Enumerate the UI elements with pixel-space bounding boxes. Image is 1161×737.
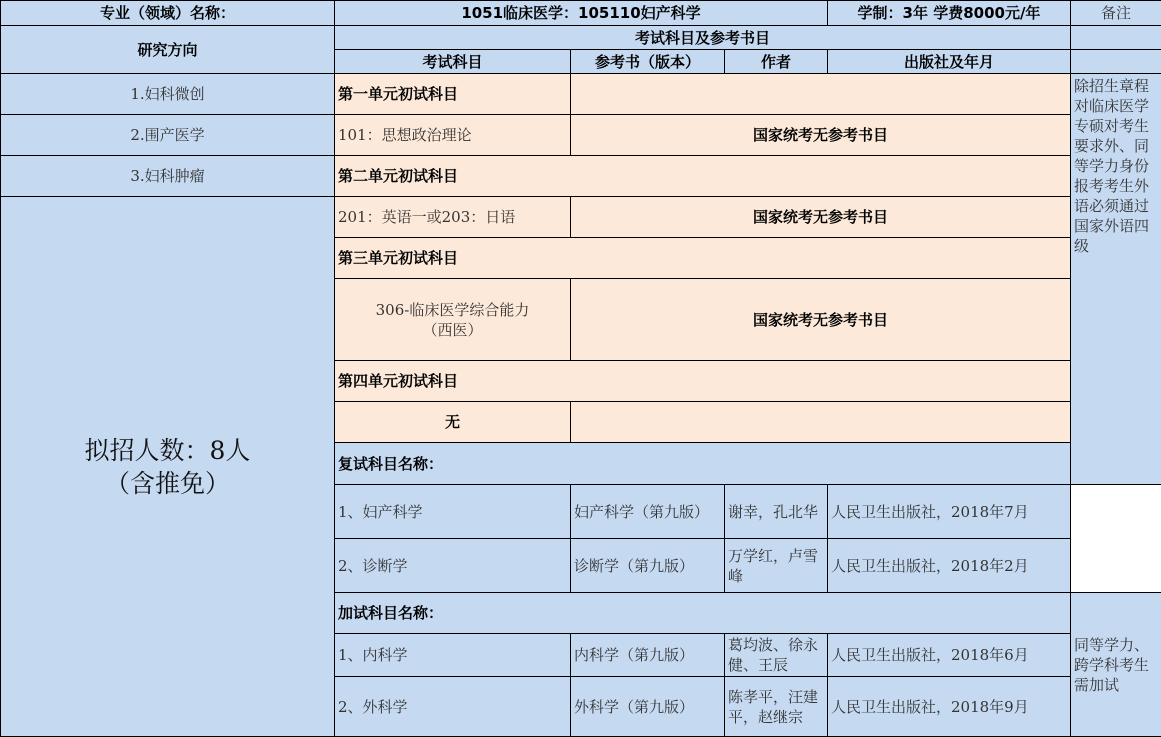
exam-refs-header: 考试科目及参考书目	[335, 26, 1071, 50]
major-label: 专业（领域）名称：	[1, 1, 335, 26]
unit1-ref: 国家统考无参考书目	[571, 115, 1071, 156]
retest-subject: 2、诊断学	[335, 539, 571, 593]
retest-book: 诊断学（第九版）	[571, 539, 725, 593]
unit2-ref: 国家统考无参考书目	[571, 197, 1071, 238]
extra-publisher: 人民卫生出版社，2018年9月	[828, 677, 1071, 737]
unit4-blank	[571, 402, 1071, 443]
retest-author: 谢幸，孔北华	[725, 485, 828, 539]
unit3-title: 第三单元初试科目	[335, 238, 1071, 279]
extra-title: 加试科目名称：	[335, 593, 1071, 634]
direction-item: 2.围产医学	[1, 115, 335, 156]
unit1-blank	[571, 74, 1071, 115]
remarks-empty-2	[1071, 50, 1161, 74]
remarks-header: 备注	[1071, 1, 1161, 26]
direction-item: 1.妇科微创	[1, 74, 335, 115]
unit4-title: 第四单元初试科目	[335, 361, 1071, 402]
major-value: 1051临床医学：105110妇产科学	[335, 1, 828, 26]
unit1-subject: 101：思想政治理论	[335, 115, 571, 156]
unit3-subject-line1: 306-临床医学综合能力	[375, 300, 530, 319]
research-direction-header: 研究方向	[1, 26, 335, 74]
remarks-empty-1	[1071, 26, 1161, 50]
retest-book: 妇产科学（第九版）	[571, 485, 725, 539]
enrollment-quota	[1, 197, 335, 737]
retest-title: 复试科目名称：	[335, 443, 1071, 485]
remarks-extra: 同等学力、跨学科考生需加试	[1071, 593, 1161, 737]
retest-author: 万学红，卢雪峰	[725, 539, 828, 593]
unit2-subject: 201：英语一或203：日语	[335, 197, 571, 238]
remarks-initial-exam: 除招生章程对临床医学专硕对考生要求外、同等学力身份报考考生外语必须通过国家外语四级	[1071, 74, 1161, 485]
duration-fee: 学制：3年 学费8000元/年	[828, 1, 1071, 26]
unit3-ref: 国家统考无参考书目	[571, 279, 1071, 361]
extra-author: 葛均波、徐永健、王辰	[725, 634, 828, 677]
extra-author: 陈孝平，汪建平，赵继宗	[725, 677, 828, 737]
col-subject-header: 考试科目	[335, 50, 571, 74]
unit2-title: 第二单元初试科目	[335, 156, 1071, 197]
extra-book: 外科学（第九版）	[571, 677, 725, 737]
unit3-subject	[335, 279, 571, 361]
enrollment-note: （含推免）	[104, 468, 230, 498]
extra-publisher: 人民卫生出版社，2018年6月	[828, 634, 1071, 677]
unit4-subject: 无	[335, 402, 571, 443]
retest-subject: 1、妇产科学	[335, 485, 571, 539]
extra-subject: 1、内科学	[335, 634, 571, 677]
retest-publisher: 人民卫生出版社，2018年2月	[828, 539, 1071, 593]
extra-subject: 2、外科学	[335, 677, 571, 737]
col-author-header: 作者	[725, 50, 828, 74]
col-publisher-header: 出版社及年月	[828, 50, 1071, 74]
retest-publisher: 人民卫生出版社，2018年7月	[828, 485, 1071, 539]
enrollment-count: 拟招人数：8人	[84, 435, 251, 465]
col-book-header: 参考书（版本）	[571, 50, 725, 74]
unit1-title: 第一单元初试科目	[335, 74, 571, 115]
direction-item: 3.妇科肿瘤	[1, 156, 335, 197]
unit3-subject-line2: （西医）	[422, 320, 483, 339]
extra-book: 内科学（第九版）	[571, 634, 725, 677]
